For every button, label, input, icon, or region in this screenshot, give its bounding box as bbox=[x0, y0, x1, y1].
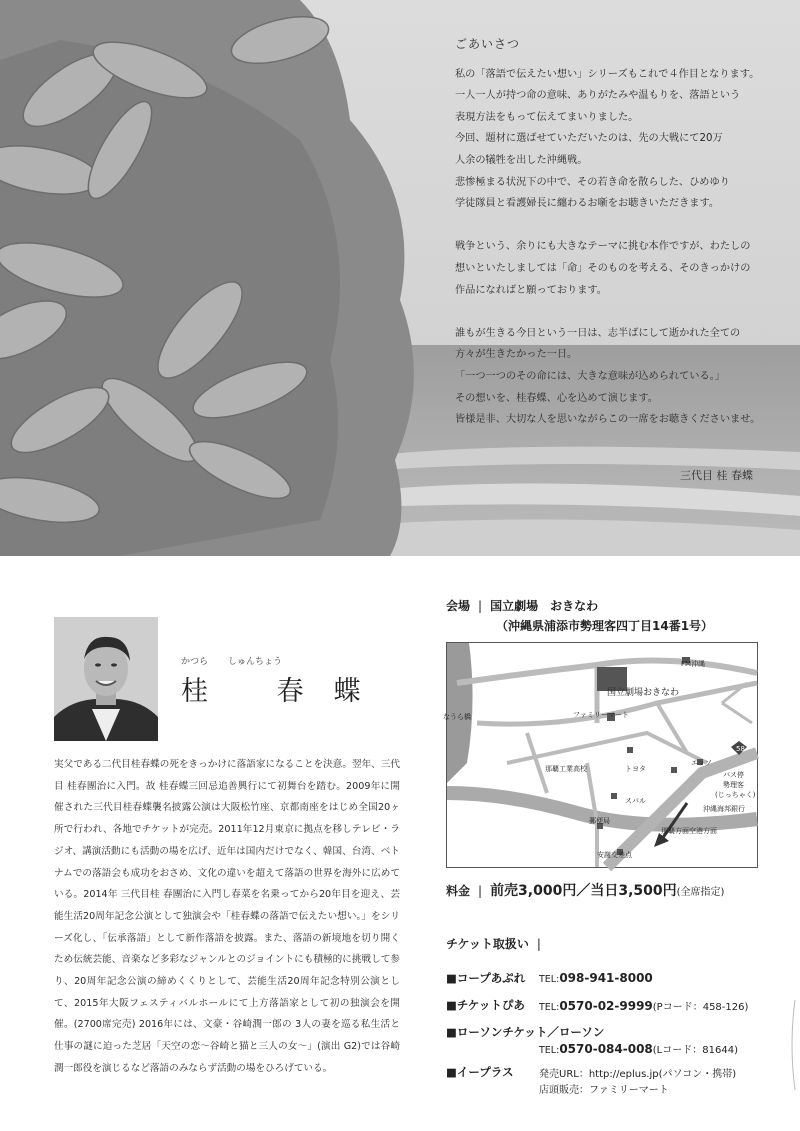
ticket-outlet-tel[interactable]: 098-941-8000 bbox=[559, 971, 653, 985]
greeting-line: 今回、題材に選ばせていただいたのは、先の大戦にて20万 bbox=[455, 133, 723, 145]
map-route-sign: 58 bbox=[736, 745, 745, 753]
performer-name: 桂 春蝶 bbox=[181, 676, 391, 707]
greeting-line: 私の「落語で伝えたい想い」シリーズもこれで４作目となります。 bbox=[455, 68, 760, 80]
scan-edge-mark bbox=[787, 1000, 797, 1090]
performer-bio: 実父である二代目桂春蝶の死をきっかけに落語家になることを決意。翌年、三代目 桂春團治に入門。故 桂春蝶三回忌追善興行にて初舞台を踏む。2009年に開催された三代目桂春蝶襲名披露公演は大阪松竹座、京都南座をはじめ全国20ヶ所で行われ、各地でチケットが完売。2011年12月東京に拠点を移しテレビ・ラジオ、講演活動にも活動の場を広げ、近年は国内だけでなく、韓国、台湾、ベトナムでの落語会も成功をおさめ、文化の違いを超えて落語の世界を海外に広めている。2014年 三代目桂 春團治に入門し春菜を名乗ってから20年目を迎え、芸能生活20周年記念公演として独演会や「桂春蝶の落語で伝えたい想い。」をシリーズ化し、「伝承落語」として新作落語を披露。また、落語の新境地を切り開くため伝統芸能、音楽など多彩なジャンルとのジョイントにも積極的に挑戦して参り、20周年記念公演の締めくくりとして、芸能生活20周年記念特別公演として、2015年大阪フェスティバルホールにて上方落語家として初の独演会を開催。(2700席完売) 2016年には、文豪・谷崎潤一郎の 3人の妻を巡る私生活と仕事の謎に迫った芝居「天空の恋～谷崎と猫と三人の女～」(演出 G2)では谷崎潤一郎役を演じるなど落語のみならず活動の場をひろげている。 bbox=[54, 759, 400, 1074]
map-label-family-mart: ファミリーマート bbox=[573, 711, 629, 719]
ticket-outlet-url[interactable]: 発売URL：http://eplus.jp(パソコン・携帯) bbox=[539, 1069, 737, 1080]
ticket-outlet bbox=[446, 997, 749, 1013]
map-label-subaru: スバル bbox=[625, 797, 646, 805]
ticket-outlet-contact: TEL:0570-02-9999(Pコード：458-126) bbox=[539, 999, 749, 1013]
venue-label: 会場 bbox=[446, 599, 471, 613]
ticket-outlet-tel[interactable]: 0570-084-008 bbox=[559, 1042, 653, 1056]
map-label-school: 那覇工業高校 bbox=[545, 765, 587, 773]
ticket-outlet-store: 店頭販売：ファミリーマート bbox=[539, 1085, 669, 1096]
map-label-bus-stop: バス停 bbox=[723, 771, 744, 779]
map-label-direction: 那覇方面空港方面 bbox=[661, 827, 717, 835]
greeting-line: 人余の犠牲を出した沖縄戦。 bbox=[455, 154, 588, 166]
ticket-outlet-code: (Lコード：81644) bbox=[652, 1045, 738, 1056]
map-label-bank: 沖縄海邦銀行 bbox=[703, 805, 745, 813]
map-label-naura: なうら橋 bbox=[443, 713, 471, 721]
greeting-spacer bbox=[455, 301, 790, 323]
greeting-line: 誰もが生きる今日という一日は、志半ばにして逝かれた全ての bbox=[455, 327, 741, 339]
map-label-post: 郵便局 bbox=[589, 817, 610, 825]
ticket-outlet-code: (Pコード：458-126) bbox=[652, 1002, 749, 1013]
greeting-line: 「一つ一つのその命には、大きな意味が込められている。」 bbox=[455, 370, 725, 382]
greeting-line: 戦争という、余りにも大きなテーマに挑む本作ですが、わたしの bbox=[455, 241, 751, 253]
greeting-line: 学徒隊員と看護婦長に纏わるお噺をお聴きいただきます。 bbox=[455, 198, 720, 210]
greeting-line: 想いといたしましては「命」そのものを考える、そのきっかけの bbox=[455, 262, 751, 274]
venue-name: 国立劇場 おきなわ bbox=[490, 599, 599, 613]
price-door: 当日3,500円 bbox=[590, 883, 677, 899]
map-label-toyota: トヨタ bbox=[625, 765, 646, 773]
greeting-line: 悲惨極まる状況下の中で、その若き命を散らした、ひめゆり bbox=[455, 176, 730, 188]
price-info bbox=[446, 880, 724, 900]
ticket-outlet bbox=[446, 970, 653, 986]
price-slash: ／ bbox=[576, 883, 591, 899]
map-label-esso: エッソ bbox=[691, 759, 712, 767]
ticket-outlet-name: ■コープあぷれ bbox=[446, 971, 526, 985]
greeting-line: 方々が生きたかった一日。 bbox=[455, 349, 578, 361]
hero-photo bbox=[0, 0, 800, 556]
venue-info bbox=[446, 596, 713, 636]
venue-address: （沖縄県浦添市勢理客四丁目14番1号） bbox=[496, 619, 714, 633]
price-note: (全席指定) bbox=[676, 887, 725, 898]
greeting-line: 一人一人が持つ命の意味、ありがたみや温もりを、落語という bbox=[455, 90, 741, 102]
divider: | bbox=[478, 884, 483, 898]
tickets-header-label: チケット取扱い bbox=[446, 937, 529, 951]
map-label-fm: FM沖縄 bbox=[681, 660, 706, 668]
greeting-block bbox=[455, 34, 790, 431]
divider: | bbox=[536, 937, 541, 951]
price-label: 料金 bbox=[446, 884, 471, 898]
ticket-outlet bbox=[446, 1064, 737, 1096]
price-advance: 前売3,000円 bbox=[490, 883, 577, 899]
greeting-line: 作品になればと願っております。 bbox=[455, 284, 607, 296]
greeting-title: ごあいさつ bbox=[455, 37, 521, 51]
tickets-header bbox=[446, 935, 541, 952]
map-label-intersection: 安謝交差点 bbox=[597, 851, 632, 859]
greeting-line: 皆様是非、大切な人を思いながらこの一席をお聴きくださいませ。 bbox=[455, 414, 761, 426]
ticket-outlet-name: ■イープラス bbox=[446, 1065, 514, 1079]
greeting-line: 表現方法をもって伝えてまいりました。 bbox=[455, 111, 639, 123]
greeting-signature: 三代目 桂 春蝶 bbox=[680, 469, 753, 482]
access-map bbox=[443, 642, 758, 868]
name-furigana-family: かつら bbox=[181, 657, 209, 667]
ticket-outlet-contact: TEL:0570-084-008(Lコード：81644) bbox=[539, 1042, 738, 1056]
greeting-spacer bbox=[455, 215, 790, 237]
name-furigana-given: しゅんちょう bbox=[228, 657, 283, 667]
map-label-bus-stop-reading: (じっちゃく) bbox=[715, 791, 756, 799]
map-label-theater: 国立劇場おきなわ bbox=[607, 688, 680, 698]
divider: | bbox=[478, 599, 483, 613]
ticket-outlet-tel[interactable]: 0570-02-9999 bbox=[559, 999, 653, 1013]
performer-photo bbox=[54, 617, 158, 741]
ticket-outlet-name: ■チケットぴあ bbox=[446, 998, 525, 1012]
map-label-bus-stop-name: 勢理客 bbox=[723, 781, 744, 789]
ticket-outlet bbox=[446, 1024, 738, 1056]
ticket-outlet-contact: TEL:098-941-8000 bbox=[539, 971, 653, 985]
ticket-outlet-name: ■ローソンチケット／ローソン bbox=[446, 1025, 605, 1039]
greeting-line: その想いを、桂春蝶、心を込めて演じます。 bbox=[455, 392, 658, 404]
